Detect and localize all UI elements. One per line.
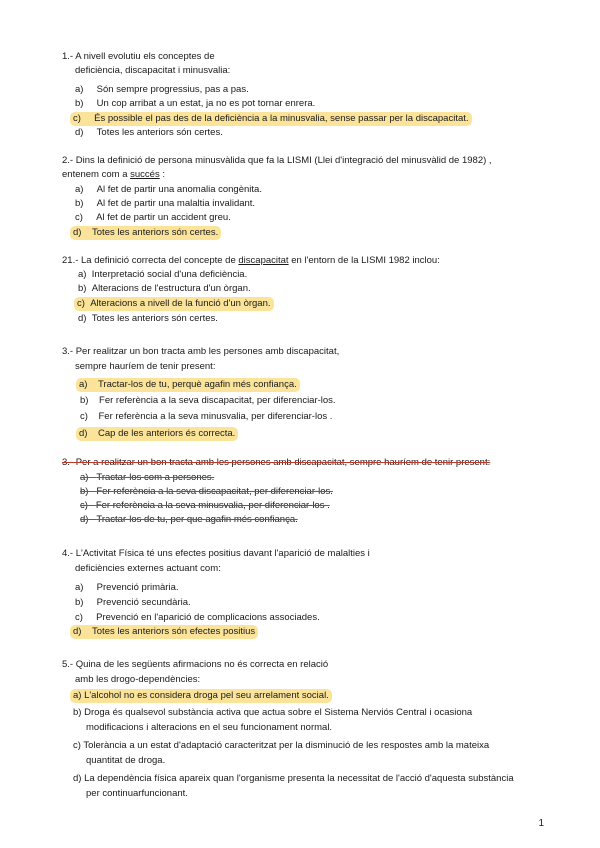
- q2-option-d-highlighted: d) Totes les anteriors són certes.: [70, 226, 221, 240]
- q3-struck-option-c: c) Fer referència a la seva minusvalia, per diferenciar-los .: [80, 500, 330, 511]
- q21-stem: 21.- La definició correcta del concepte de discapacitat en l'entorn de la LISMI 1982 inclou:: [62, 255, 440, 266]
- q1-stem-line2: deficiència, discapacitat i minusvalia:: [75, 65, 231, 76]
- q3-struck-option-d: d) Tractar-los de tu, per que agafin més confiança.: [80, 514, 298, 525]
- q3-option-d-highlighted: d) Cap de les anteriors és correcta.: [76, 427, 238, 441]
- q2-option-a: a) Al fet de partir una anomalia congènita.: [75, 184, 262, 195]
- q1-option-b: b) Un cop arribat a un estat, ja no es pot tornar enrera.: [75, 98, 316, 109]
- q5-option-c-line2: quantitat de droga.: [86, 755, 166, 766]
- q5-stem-line2: amb les drogo-dependències:: [75, 674, 201, 685]
- q2-option-b: b) Al fet de partir una malaltia invalidant.: [75, 198, 256, 209]
- q4-stem-line1: 4.- L'Activitat Física té uns efectes positius davant l'aparició de malalties i: [62, 548, 370, 559]
- q3-option-a-highlighted: a) Tractar-los de tu, perquè agafin més confiança.: [76, 378, 300, 392]
- q5-option-b-line1: b) Droga és qualsevol substància activa que actua sobre el Sistema Nerviós Central i ocasiona: [73, 707, 473, 718]
- q3-option-c: c) Fer referència a la seva minusvalia, per diferenciar-los .: [80, 411, 333, 422]
- q4-option-a: a) Prevenció primària.: [75, 582, 179, 593]
- q1-option-a: a) Són sempre progressius, pas a pas.: [75, 84, 249, 95]
- q2-stem-line1: 2.- Dins la definició de persona minusvàlida que fa la LISMI (Llei d'integració del minusvàlid de 1982) ,: [62, 155, 492, 166]
- q21-option-c-highlighted: c) Alteracions a nivell de la funció d'un òrgan.: [74, 297, 274, 311]
- q21-option-a: a) Interpretació social d'una deficiència.: [78, 269, 248, 280]
- q21-option-b: b) Alteracions de l'estructura d'un òrgan.: [78, 283, 251, 294]
- q5-option-c-line1: c) Tolerància a un estat d'adaptació caracteritzat per la disminució de les respostes amb la mateixa: [73, 740, 490, 751]
- q1-stem-line1: 1.- A nivell evolutiu els conceptes de: [62, 51, 215, 62]
- q5-option-b-line2: modificacions i alteracions en el seu funcionament normal.: [86, 722, 333, 733]
- q2-stem-line2: entenem com a succés :: [62, 169, 165, 180]
- q3-stem-line1: 3.- Per realitzar un bon tracta amb les persones amb discapacitat,: [62, 346, 340, 357]
- q5-option-a-highlighted: a) L'alcohol no es considera droga pel seu arrelament social.: [70, 689, 332, 703]
- q1-option-d: d) Totes les anteriors són certes.: [75, 127, 223, 138]
- q5-option-d-line1: d) La dependència física apareix quan l'organisme presenta la necessitat de l'acció d'aquesta substància: [73, 773, 514, 784]
- q3-stem-line2: sempre hauríem de tenir present:: [75, 361, 216, 372]
- q3-struck-stem: 3.- Per a realitzar un bon tracta amb les persones amb discapacitat, sempre hauríem de tenir present:: [62, 457, 491, 468]
- q4-option-d-highlighted: d) Totes les anteriors són efectes positius: [70, 625, 258, 639]
- q5-stem-line1: 5.- Quina de les següents afirmacions no és correcta en relació: [62, 659, 329, 670]
- q2-option-c: c) Al fet de partir un accident greu.: [75, 212, 231, 223]
- page-number: 1: [538, 818, 544, 829]
- q3-struck-option-b: b) Fer referència a la seva discapacitat, per diferenciar-los.: [80, 486, 333, 497]
- q3-option-b: b) Fer referència a la seva discapacitat, per diferenciar-los.: [80, 395, 336, 406]
- q1-option-c-highlighted: c) És possible el pas des de la deficiència a la minusvalia, sense passar per la discapacitat.: [70, 112, 472, 126]
- q5-option-d-line2: per continuarfuncionant.: [86, 788, 188, 799]
- q3-struck-option-a: a) Tractar-los com a persones.: [80, 472, 215, 483]
- q4-option-b: b) Prevenció secundària.: [75, 597, 191, 608]
- q4-stem-line2: deficiències externes actuant com:: [75, 563, 221, 574]
- q21-option-d: d) Totes les anteriors són certes.: [78, 313, 218, 324]
- q4-option-c: c) Prevenció en l'aparició de complicacions associades.: [75, 612, 320, 623]
